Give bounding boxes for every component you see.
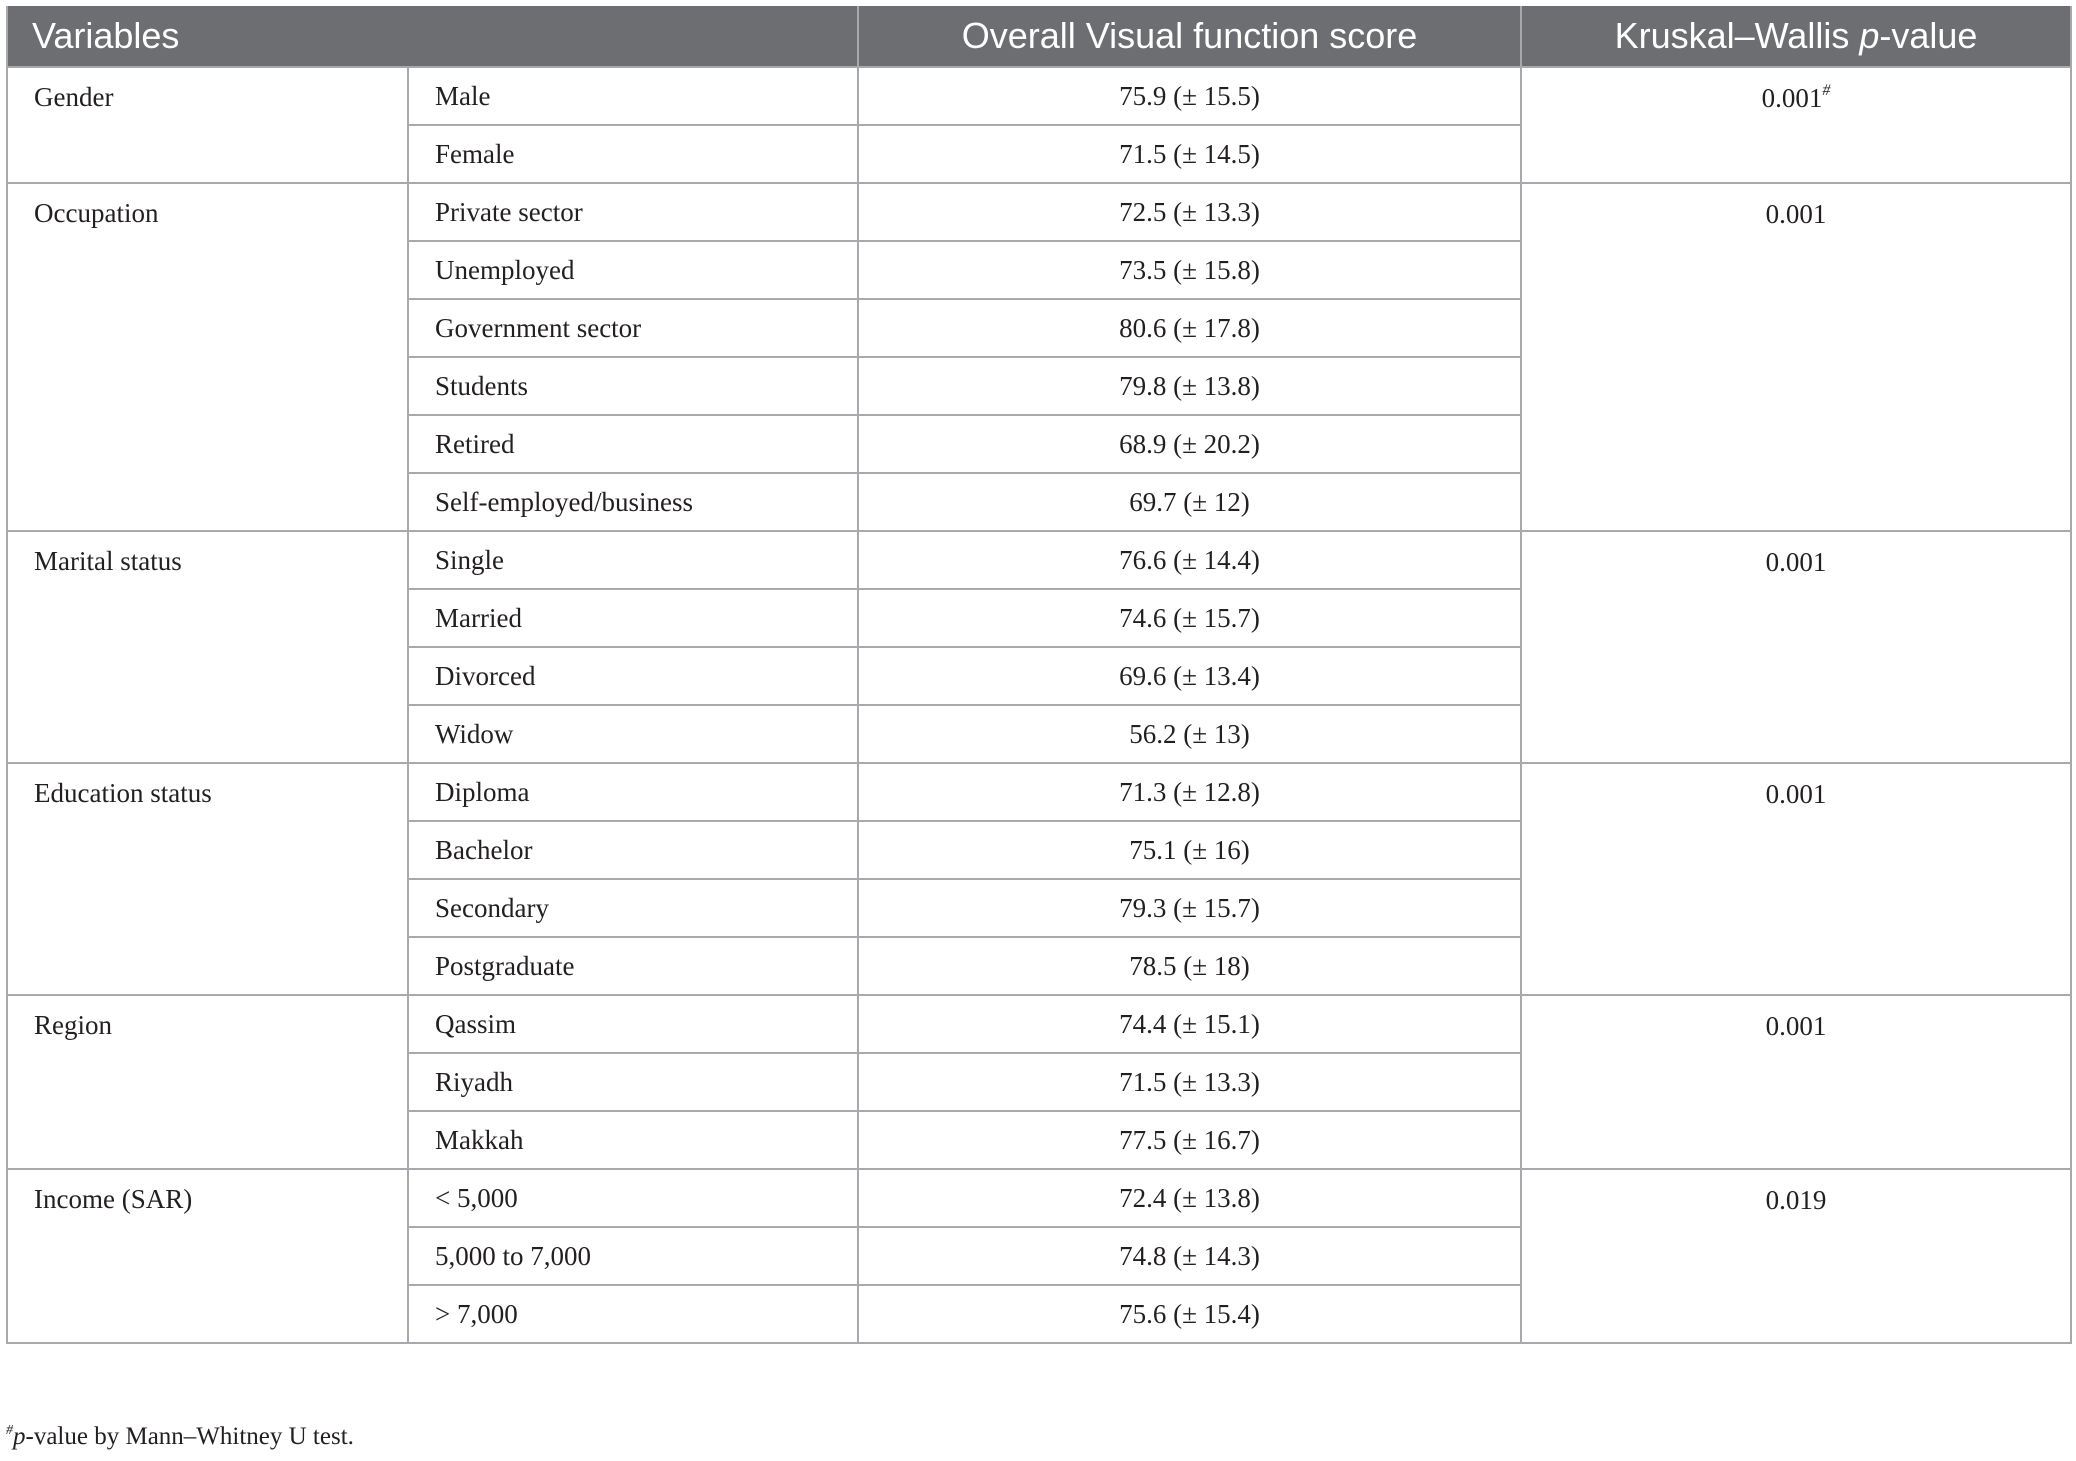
category-cell: > 7,000 [408,1285,858,1343]
score-cell: 72.5 (± 13.3) [858,183,1521,241]
pvalue-cell [1521,531,2071,763]
category-cell: Bachelor [408,821,858,879]
variable-cell: Education status [7,763,408,995]
category-cell: 5,000 to 7,000 [408,1227,858,1285]
category-cell: Male [408,67,858,125]
pvalue-cell [1521,1169,2071,1343]
header-pvalue-italic: p [1859,15,1880,56]
category-cell: Single [408,531,858,589]
table-footnote [6,1423,354,1451]
pvalue-value: 0.001 [1761,83,1823,113]
category-cell: Makkah [408,1111,858,1169]
score-cell: 72.4 (± 13.8) [858,1169,1521,1227]
category-cell: Female [408,125,858,183]
score-cell: 73.5 (± 15.8) [858,241,1521,299]
pvalue-cell [1521,67,2071,183]
footnote-text: -value by Mann–Whitney U test. [25,1423,354,1450]
pvalue-cell [1521,995,2071,1169]
pvalue-value: 0.019 [1765,1185,1827,1215]
results-table-container [6,6,2070,1344]
category-cell: Government sector [408,299,858,357]
category-cell: Diploma [408,763,858,821]
table-row [7,763,2071,821]
table-header-row [7,6,2071,67]
score-cell: 74.8 (± 14.3) [858,1227,1521,1285]
pvalue-value: 0.001 [1765,779,1827,809]
category-cell: Private sector [408,183,858,241]
score-cell: 69.7 (± 12) [858,473,1521,531]
variable-cell: Occupation [7,183,408,531]
variable-cell: Gender [7,67,408,183]
table-row [7,183,2071,241]
score-cell: 76.6 (± 14.4) [858,531,1521,589]
pvalue-cell [1521,183,2071,531]
table-body [7,67,2071,1343]
score-cell: 79.8 (± 13.8) [858,357,1521,415]
category-cell: Self-employed/business [408,473,858,531]
pvalue-cell [1521,763,2071,995]
score-cell: 77.5 (± 16.7) [858,1111,1521,1169]
score-cell: 75.9 (± 15.5) [858,67,1521,125]
score-cell: 71.5 (± 13.3) [858,1053,1521,1111]
pvalue-value: 0.001 [1765,199,1827,229]
footnote-italic: p [13,1423,26,1450]
table-row [7,1169,2071,1227]
header-score: Overall Visual function score [858,6,1521,67]
pvalue-footnote-mark: # [1822,82,1831,99]
category-cell: Unemployed [408,241,858,299]
score-cell: 56.2 (± 13) [858,705,1521,763]
category-cell: < 5,000 [408,1169,858,1227]
category-cell: Divorced [408,647,858,705]
score-cell: 74.4 (± 15.1) [858,995,1521,1053]
header-variables: Variables [7,6,858,67]
score-cell: 75.6 (± 15.4) [858,1285,1521,1343]
score-cell: 78.5 (± 18) [858,937,1521,995]
header-pvalue [1521,6,2071,67]
score-cell: 79.3 (± 15.7) [858,879,1521,937]
category-cell: Retired [408,415,858,473]
score-cell: 71.3 (± 12.8) [858,763,1521,821]
category-cell: Qassim [408,995,858,1053]
table-row [7,67,2071,125]
header-pvalue-prefix: Kruskal–Wallis [1614,15,1860,56]
score-cell: 69.6 (± 13.4) [858,647,1521,705]
table-row [7,995,2071,1053]
visual-function-table [6,6,2072,1344]
score-cell: 71.5 (± 14.5) [858,125,1521,183]
score-cell: 74.6 (± 15.7) [858,589,1521,647]
score-cell: 68.9 (± 20.2) [858,415,1521,473]
table-row [7,531,2071,589]
header-pvalue-suffix: -value [1879,15,1978,56]
category-cell: Married [408,589,858,647]
variable-cell: Region [7,995,408,1169]
pvalue-value: 0.001 [1765,547,1827,577]
category-cell: Students [408,357,858,415]
category-cell: Widow [408,705,858,763]
pvalue-value: 0.001 [1765,1011,1827,1041]
category-cell: Postgraduate [408,937,858,995]
variable-cell: Income (SAR) [7,1169,408,1343]
variable-cell: Marital status [7,531,408,763]
footnote-mark: # [6,1423,13,1438]
score-cell: 75.1 (± 16) [858,821,1521,879]
score-cell: 80.6 (± 17.8) [858,299,1521,357]
category-cell: Secondary [408,879,858,937]
category-cell: Riyadh [408,1053,858,1111]
